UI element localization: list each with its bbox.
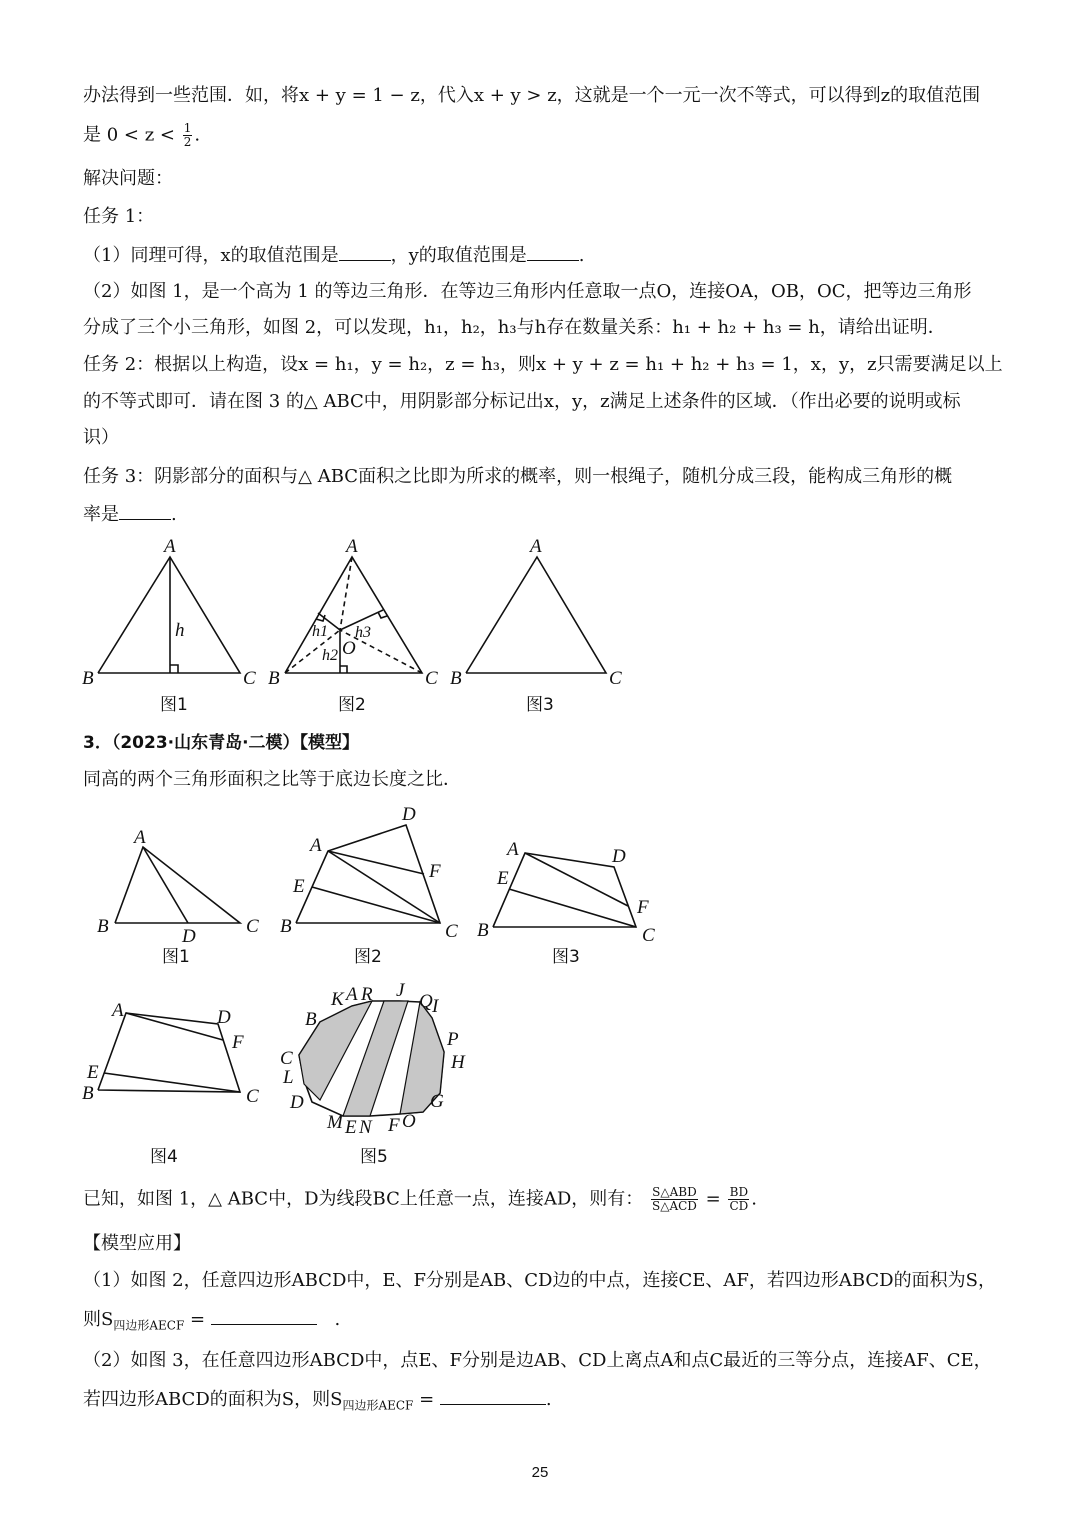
fig1-label-c: C	[243, 668, 256, 689]
m3-caption: 图3	[552, 947, 580, 967]
m2-label-b: B	[280, 916, 292, 937]
m2-label-d: D	[402, 804, 416, 825]
task1-part1-b: ，y的取值范围是	[390, 245, 527, 266]
m5-label-d: D	[290, 1092, 304, 1113]
app2-suffix: .	[545, 1389, 552, 1410]
m5-label-m: M	[327, 1112, 343, 1133]
m5-label-g: G	[430, 1091, 444, 1112]
known-condition	[83, 1186, 757, 1213]
question-3-title: 3．（2023·山东青岛·二模）【模型】	[83, 733, 360, 753]
m5-label-p: P	[447, 1029, 459, 1050]
m2-label-f: F	[429, 861, 441, 882]
fig1-label-a: A	[164, 536, 176, 557]
application-1: （1）如图 2，任意四边形ABCD中，E、F分别是AB、CD边的中点，连接CE、AF，若四边形ABCD的面积为S，	[83, 1270, 996, 1291]
app2-s-subscript: 四边形AECF	[342, 1398, 414, 1413]
m5-label-q: Q	[419, 991, 433, 1012]
m2-label-c: C	[445, 921, 458, 942]
app1-suffix: .	[334, 1309, 341, 1330]
fig2-label-o: O	[342, 638, 356, 659]
fig2-label-a: A	[346, 536, 358, 557]
inequality-prefix: 是 0 < z <	[83, 124, 175, 146]
app1-s-prefix: 则S	[83, 1309, 114, 1330]
m5-label-n: N	[359, 1117, 372, 1138]
task1-part1-a: （1）同理可得，x的取值范围是	[83, 245, 339, 266]
m4-label-e: E	[87, 1062, 99, 1083]
m4-label-f: F	[232, 1032, 244, 1053]
text-line-4: 任务 1：	[83, 206, 155, 227]
m5-label-j: J	[396, 980, 405, 1001]
m5-label-k: K	[331, 989, 344, 1010]
m3-label-c: C	[642, 925, 655, 946]
m2-label-a: A	[310, 835, 322, 856]
app1-equals: =	[184, 1309, 211, 1330]
known-prefix: 已知，如图 1，△ ABC中，D为线段BC上任意一点，连接AD，则有：	[83, 1188, 644, 1210]
m3-label-a: A	[507, 839, 519, 860]
text-line-3: 解决问题：	[83, 168, 173, 189]
task1-part1-c: .	[578, 245, 585, 266]
m3-label-d: D	[612, 846, 626, 867]
m5-label-r: R	[361, 984, 373, 1005]
fig2-caption: 图2	[338, 695, 366, 715]
fig2-label-h3: h3	[355, 624, 371, 641]
answer-blank-app1	[211, 1306, 317, 1325]
m1-label-b: B	[97, 916, 109, 937]
m5-label-o: O	[402, 1111, 416, 1132]
model-figure-1	[115, 847, 240, 923]
model-figure-5	[299, 1001, 444, 1116]
m2-label-e: E	[293, 876, 305, 897]
area-ratio-equals: =	[705, 1188, 721, 1210]
text-line-9: 的不等式即可．请在图 3 的△ ABC中，用阴影部分标记出x，y，z满足上述条件的区域．（作出必要的说明或标	[83, 391, 961, 412]
fraction-denominator: 2	[183, 135, 192, 149]
text-line-10: 识）	[83, 427, 119, 448]
m5-label-b: B	[305, 1009, 317, 1030]
length-ratio-numerator: BD	[729, 1185, 749, 1199]
m3-label-b: B	[477, 920, 489, 941]
answer-blank-app2	[440, 1386, 546, 1405]
area-ratio-numerator: S△ABD	[652, 1185, 697, 1199]
length-ratio-denominator: CD	[729, 1199, 749, 1213]
area-ratio-denominator: S△ACD	[652, 1199, 697, 1213]
fig2-label-b: B	[268, 668, 280, 689]
m4-label-c: C	[246, 1086, 259, 1107]
inequality-suffix: .	[194, 124, 201, 146]
text-line-1: 办法得到一些范围．如，将x + y = 1 − z，代入x + y > z，这就是一个一元一次不等式，可以得到z的取值范围	[83, 85, 981, 106]
text-line-6: （2）如图 1，是一个高为 1 的等边三角形．在等边三角形内任意取一点O，连接OA，OB，OC，把等边三角形	[83, 281, 972, 302]
m3-label-f: F	[637, 897, 649, 918]
m4-label-b: B	[82, 1083, 94, 1104]
fig2-label-c: C	[425, 668, 438, 689]
app2-equals: =	[413, 1389, 440, 1410]
m5-label-h: H	[451, 1052, 465, 1073]
m5-label-i: I	[432, 996, 439, 1017]
application-2: （2）如图 3，在任意四边形ABCD中，点E、F分别是边AB、CD上离点A和点C最近的三等分点，连接AF、CE，	[83, 1350, 992, 1371]
fraction-numerator: 1	[183, 121, 192, 135]
task3-prefix: 率是	[83, 504, 119, 525]
m5-label-a: A	[346, 984, 358, 1005]
m1-label-a: A	[134, 827, 146, 848]
length-ratio-fraction	[728, 1186, 749, 1213]
fig1-caption: 图1	[160, 695, 188, 715]
fig3-label-b: B	[450, 668, 462, 689]
m5-label-e: E	[345, 1117, 357, 1138]
model-statement: 同高的两个三角形面积之比等于底边长度之比．	[83, 769, 461, 790]
text-line-11: 任务 3：阴影部分的面积与△ ABC面积之比即为所求的概率，则一根绳子，随机分成三段，能构成三角形的概	[83, 466, 953, 487]
fig3-label-a: A	[530, 536, 542, 557]
m1-label-d: D	[182, 926, 196, 947]
m4-caption: 图4	[150, 1147, 178, 1167]
m5-label-c: C	[280, 1048, 293, 1069]
known-suffix: .	[751, 1188, 758, 1210]
m4-label-a: A	[112, 1000, 124, 1021]
fig2-label-h2: h2	[322, 647, 338, 664]
fig1-label-b: B	[82, 668, 94, 689]
fig1-label-h: h	[175, 620, 185, 641]
m4-label-d: D	[217, 1007, 231, 1028]
m1-label-c: C	[246, 916, 259, 937]
app2-prefix: 若四边形ABCD的面积为S，则S	[83, 1389, 343, 1410]
fig3-caption: 图3	[526, 695, 554, 715]
m2-caption: 图2	[354, 947, 382, 967]
fig3-label-c: C	[609, 668, 622, 689]
text-line-8: 任务 2：根据以上构造，设x = h₁，y = h₂，z = h₃，则x + y + z = h₁ + h₂ + h₃ = 1，x，y，z只需要满足以上	[83, 354, 1003, 375]
page-number: 25	[531, 1464, 549, 1481]
m5-label-l: L	[283, 1067, 294, 1088]
m5-label-f: F	[388, 1115, 400, 1136]
application-1-answer	[83, 1306, 340, 1338]
fig2-label-h1: h1	[312, 623, 328, 640]
text-line-7: 分成了三个小三角形，如图 2，可以发现，h₁，h₂，h₃与h存在数量关系：h₁ + h₂ + h₃ = h，请给出证明．	[83, 317, 946, 338]
task3-suffix: .	[171, 504, 177, 525]
model-application-heading: 【模型应用】	[83, 1233, 191, 1254]
application-2-answer	[83, 1386, 552, 1418]
m3-label-e: E	[497, 868, 509, 889]
area-ratio-fraction	[651, 1186, 698, 1213]
m5-caption: 图5	[360, 1147, 388, 1167]
app1-s-subscript: 四边形AECF	[113, 1318, 185, 1333]
m1-caption: 图1	[162, 947, 190, 967]
